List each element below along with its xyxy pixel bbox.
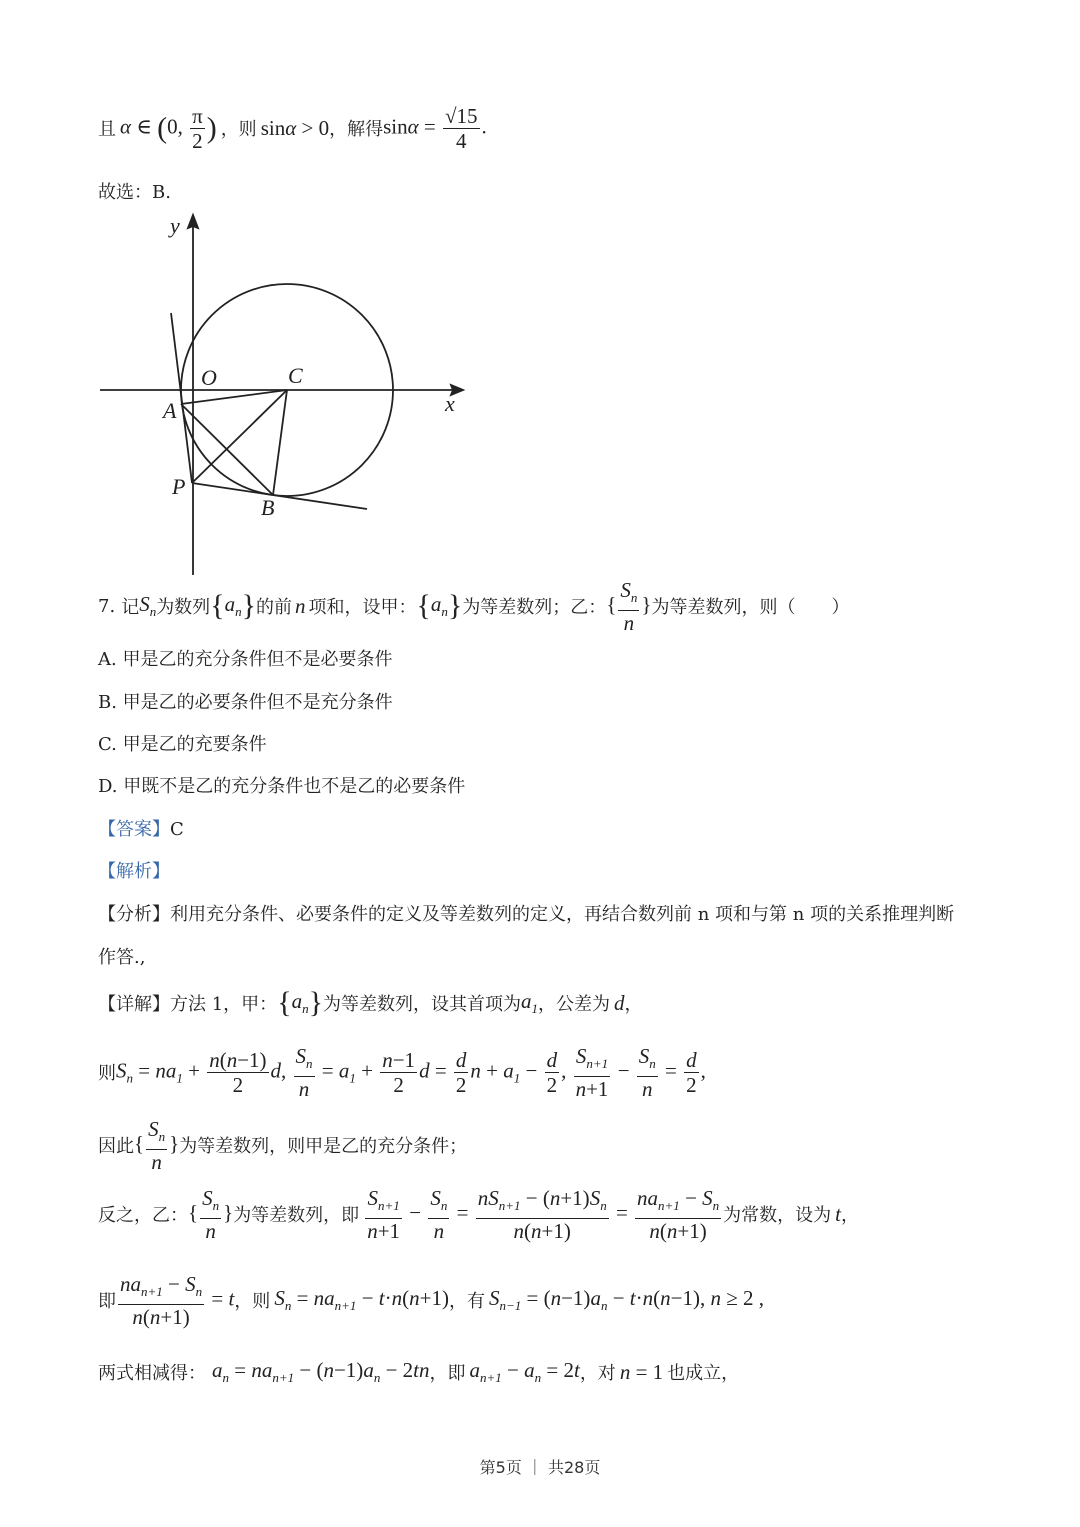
math-sn-over-n-3: { $\frac{S_n}{n}$ }: [188, 1185, 234, 1243]
math-ie-formula-2: $S_n = na_{n+1} - t\cdot n(n+1)$: [274, 1286, 449, 1313]
segment-pc: [192, 390, 287, 483]
text-hence-b: 为等差数列，则甲是乙的充分条件；: [179, 1136, 468, 1157]
label-a: A: [163, 398, 177, 423]
question-text-a: 记: [121, 597, 140, 618]
question-7: [98, 577, 850, 635]
math-sub-formula-2: $a_{n+1} - a_n = 2t$: [469, 1358, 580, 1385]
fenxi-label: 【分析】: [98, 904, 170, 925]
question-text-f: 为等差数列，则（ ）: [651, 597, 850, 618]
math-n: n: [295, 593, 306, 618]
math-sn-formula: $S_n = na_1$ + $\frac{n(n-1)}{2}$ d, $\frac{S_n}{n}$ = $a_1$ + $\frac{n-1}{2}$ d = $\frac{d}{2}$ $n + a_1$ − $\frac{d}{2}$ , $\frac{S_{n+1}}{n+1}$ − $\frac{S_n}{n}$ = $\frac{d}{2}$ ,: [116, 1043, 706, 1101]
detail-text-2: 为等差数列，设其首项为: [323, 994, 521, 1015]
formula-line-ie: [98, 1272, 764, 1328]
option-b: B. 甲是乙的必要条件但不是充分条件: [98, 692, 393, 713]
formula-line-converse: 反之，乙： { $\frac{S_n}{n}$ } 为等差数列，即 $\frac{S_{n+1}}{n+1}$ − $\frac{S_n}{n}$ = $\frac{nS_{n+1} - (n+1)S_n}{n(n+1)}$ = $\frac{na_{n+1} - S_n}{n(n+1)}$ 为常数，设为 t ，: [98, 1185, 859, 1243]
text-conv-b: 为等差数列，即: [233, 1205, 360, 1226]
label-o: O: [201, 365, 217, 390]
formula-line-hence: [98, 1118, 467, 1172]
math-sn: $S_n$: [139, 592, 157, 619]
detail-text: 方法 1，甲：: [170, 994, 278, 1015]
math-conv-formula: $\frac{S_{n+1}}{n+1}$ − $\frac{S_n}{n}$ = $\frac{nS_{n+1} - (n+1)S_n}{n(n+1)}$ = $\frac{na_{n+1} - S_n}{n(n+1)}$: [367, 1185, 720, 1243]
segment-cb: [273, 390, 287, 495]
text-ie-b: ，则: [234, 1291, 271, 1312]
text-sub-a: 两式相减得：: [98, 1363, 206, 1384]
answer-line: [98, 815, 184, 841]
math-an-set-2: $\{a_n\}$: [416, 589, 463, 622]
math-ie-formula-3: $S_{n-1} = (n-1)a_n - t\cdot n(n-1)$, n ≥ 2 ,: [488, 1286, 764, 1313]
question-text-d: 项和，设甲：: [308, 597, 417, 618]
question-text-e: 为等差数列；乙：: [462, 597, 607, 618]
segment-ac: [181, 390, 287, 404]
answer-label: 【答案】: [98, 819, 170, 840]
fenxi-line-1: [98, 900, 954, 926]
text-hence-a: 因此: [98, 1136, 134, 1157]
choice-line: 故选：B.: [98, 182, 171, 203]
math-sin-val: sinα = $\frac{√15}{4}$ .: [383, 103, 487, 153]
label-b: B: [261, 495, 275, 520]
formula-line-subtract: [98, 1354, 739, 1390]
text-sub-b: ，即: [429, 1363, 466, 1384]
text-then-2: 则: [98, 1063, 116, 1084]
math-alpha-in: α ∈ (0, $\frac{\pi}{2}$ ): [120, 103, 217, 153]
fenxi-line-2: 作答.,: [98, 947, 146, 968]
math-an-set-3: $\{a_n\}$: [277, 986, 323, 1019]
solution-line-alpha: [98, 98, 487, 158]
question-text-b: 为数列: [156, 597, 211, 618]
text-conv-a: 反之，乙：: [98, 1205, 188, 1226]
option-d: D. 甲既不是乙的充分条件也不是乙的必要条件: [98, 776, 466, 797]
geometry-figure: [95, 205, 475, 580]
math-an-set: $\{a_n\}$: [210, 589, 256, 622]
math-ie-formula-1: $\frac{na_{n+1} - S_n}{n(n+1)}$ = t: [120, 1271, 235, 1329]
text-sub-c: ，对: [579, 1363, 616, 1384]
math-sub-formula-1: $a_n = na_{n+1} - (n-1)a_n - 2tn$: [212, 1358, 430, 1385]
text-conv-c: 为常数，设为: [723, 1205, 832, 1226]
math-t: t: [835, 1201, 841, 1226]
page-footer: 第5页 ｜ 共28页: [479, 1458, 601, 1477]
detail-line: 【详解】 方法 1，甲： $\{a_n\}$ 为等差数列，设其首项为 $a_1$ ，公差为 d ，: [98, 986, 643, 1019]
answer-value: C: [170, 819, 184, 840]
math-n-eq-1: n = 1: [619, 1359, 664, 1384]
text-then: ，则: [220, 119, 257, 140]
text-solve: ，解得: [329, 119, 384, 140]
tangent-pb: [192, 483, 367, 509]
detail-text-3: ，公差为: [538, 994, 610, 1015]
text-qie: 且: [98, 119, 116, 140]
question-text-c: 的前: [256, 597, 292, 618]
math-sin-pos: sinα > 0: [260, 115, 330, 140]
y-axis-arrow: [188, 215, 198, 228]
option-c: C. 甲是乙的充要条件: [98, 734, 267, 755]
label-y: y: [170, 213, 180, 238]
text-sub-d: 也成立，: [667, 1363, 740, 1384]
math-a1: $a_1$: [521, 989, 538, 1016]
option-a: A. 甲是乙的充分条件但不是必要条件: [98, 649, 393, 670]
question-number: 7.: [98, 595, 116, 617]
text-ie-c: ，有: [448, 1291, 485, 1312]
math-sn-over-n-2: { $\frac{S_n}{n}$ }: [134, 1116, 180, 1174]
label-x: x: [445, 391, 455, 416]
detail-label: 【详解】: [98, 994, 170, 1015]
fenxi-text-1: 利用充分条件、必要条件的定义及等差数列的定义，再结合数列前 n 项和与第 n 项的关系推理判断: [170, 904, 955, 925]
analysis-label: 【解析】: [98, 861, 170, 882]
text-ie-a: 即: [98, 1291, 116, 1312]
formula-line-then: [98, 1042, 706, 1102]
label-p: P: [172, 474, 186, 499]
math-d: d: [614, 990, 625, 1015]
math-sn-over-n: { $\frac{S_n}{n}$ }: [606, 577, 652, 635]
label-c: C: [288, 363, 303, 388]
